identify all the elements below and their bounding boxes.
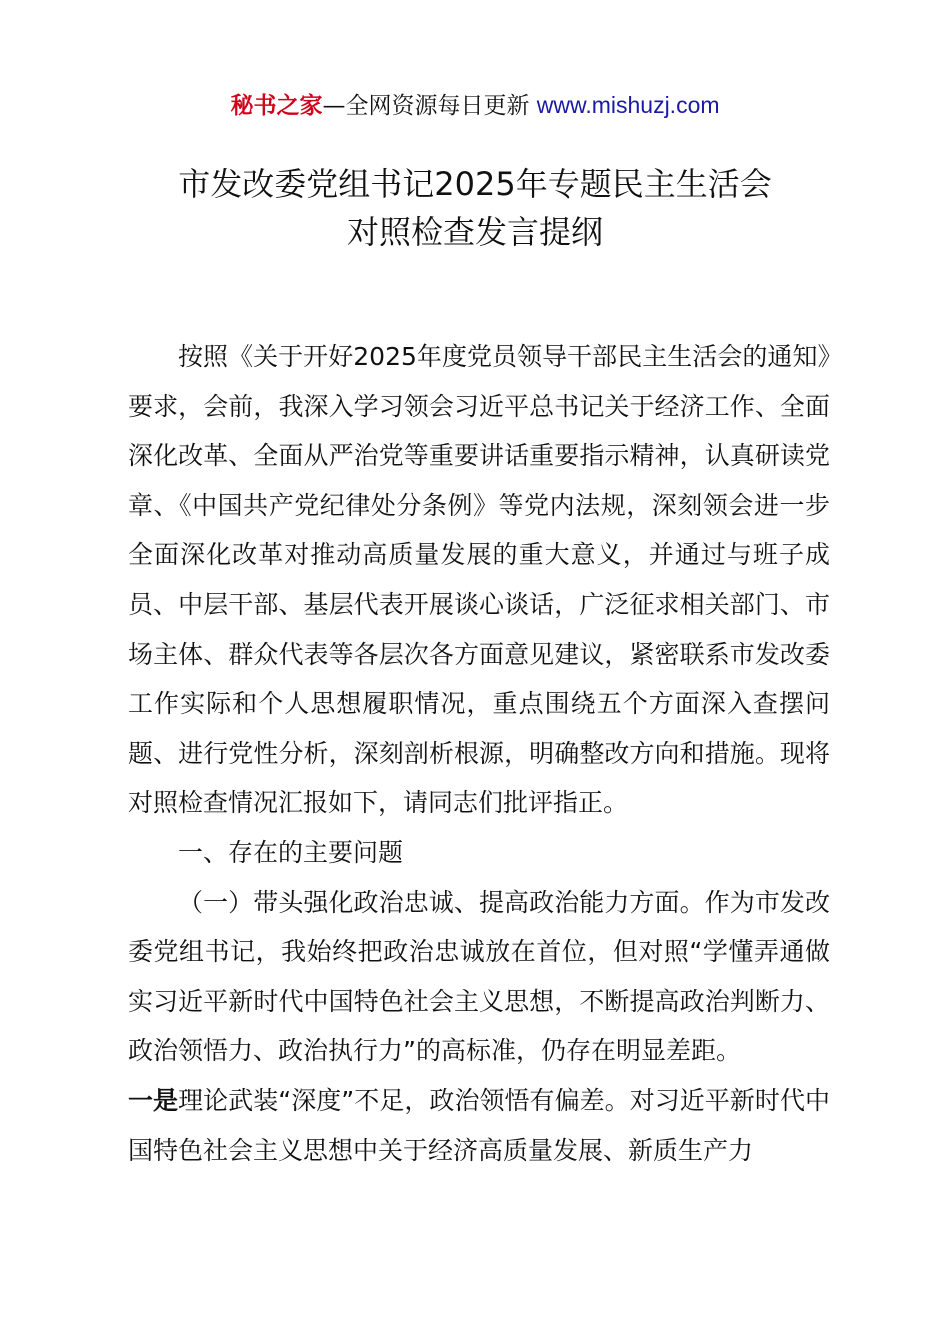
point-one-paragraph <box>128 1076 830 1175</box>
document-body <box>128 332 830 1175</box>
site-header <box>0 88 950 123</box>
site-slogan: —全网资源每日更新 <box>322 93 530 119</box>
point-one-text: 理论武装“深度”不足，政治领悟有偏差。对习近平新时代中国特色社会主义思想中关于经济高质量发展、新质生产力 <box>128 1085 830 1165</box>
document-title <box>0 160 950 256</box>
site-url-link[interactable]: www.mishuzj.com <box>536 92 720 118</box>
document-title-line-2: 对照检查发言提纲 <box>346 213 603 251</box>
document-title-line-1: 市发改委党组书记2025年专题民主生活会 <box>178 165 772 203</box>
site-brand: 秘书之家 <box>230 93 323 119</box>
section-heading-problems: 一、存在的主要问题 <box>178 837 404 867</box>
intro-paragraph: 按照《关于开好2025年度党员领导干部民主生活会的通知》要求，会前，我深入学习领会习近平总书记关于经济工作、全面深化改革、全面从严治党等重要讲话重要指示精神，认真研读党章、《中国共产党纪律处分条例》等党内法规，深刻领会进一步全面深化改革对推动高质量发展的重大意义，并通过与班子成员、中层干部、基层代表开展谈心谈话，广泛征求相关部门、市场主体、群众代表等各层次各方面意见建议，紧密联系市发改委工作实际和个人思想履职情况，重点围绕五个方面深入查摆问题、进行党性分析，深刻剖析根源，明确整改方向和措施。现将对照检查情况汇报如下，请同志们批评指正。 <box>128 342 830 818</box>
subsection-political-loyalty: （一）带头强化政治忠诚、提高政治能力方面。作为市发改委党组书记，我始终把政治忠诚放在首位，但对照“学懂弄通做实习近平新时代中国特色社会主义思想，不断提高政治判断力、政治领悟力、政治执行力”的高标准，仍存在明显差距。 <box>128 887 830 1066</box>
point-one-lead: 一是 <box>128 1085 179 1115</box>
